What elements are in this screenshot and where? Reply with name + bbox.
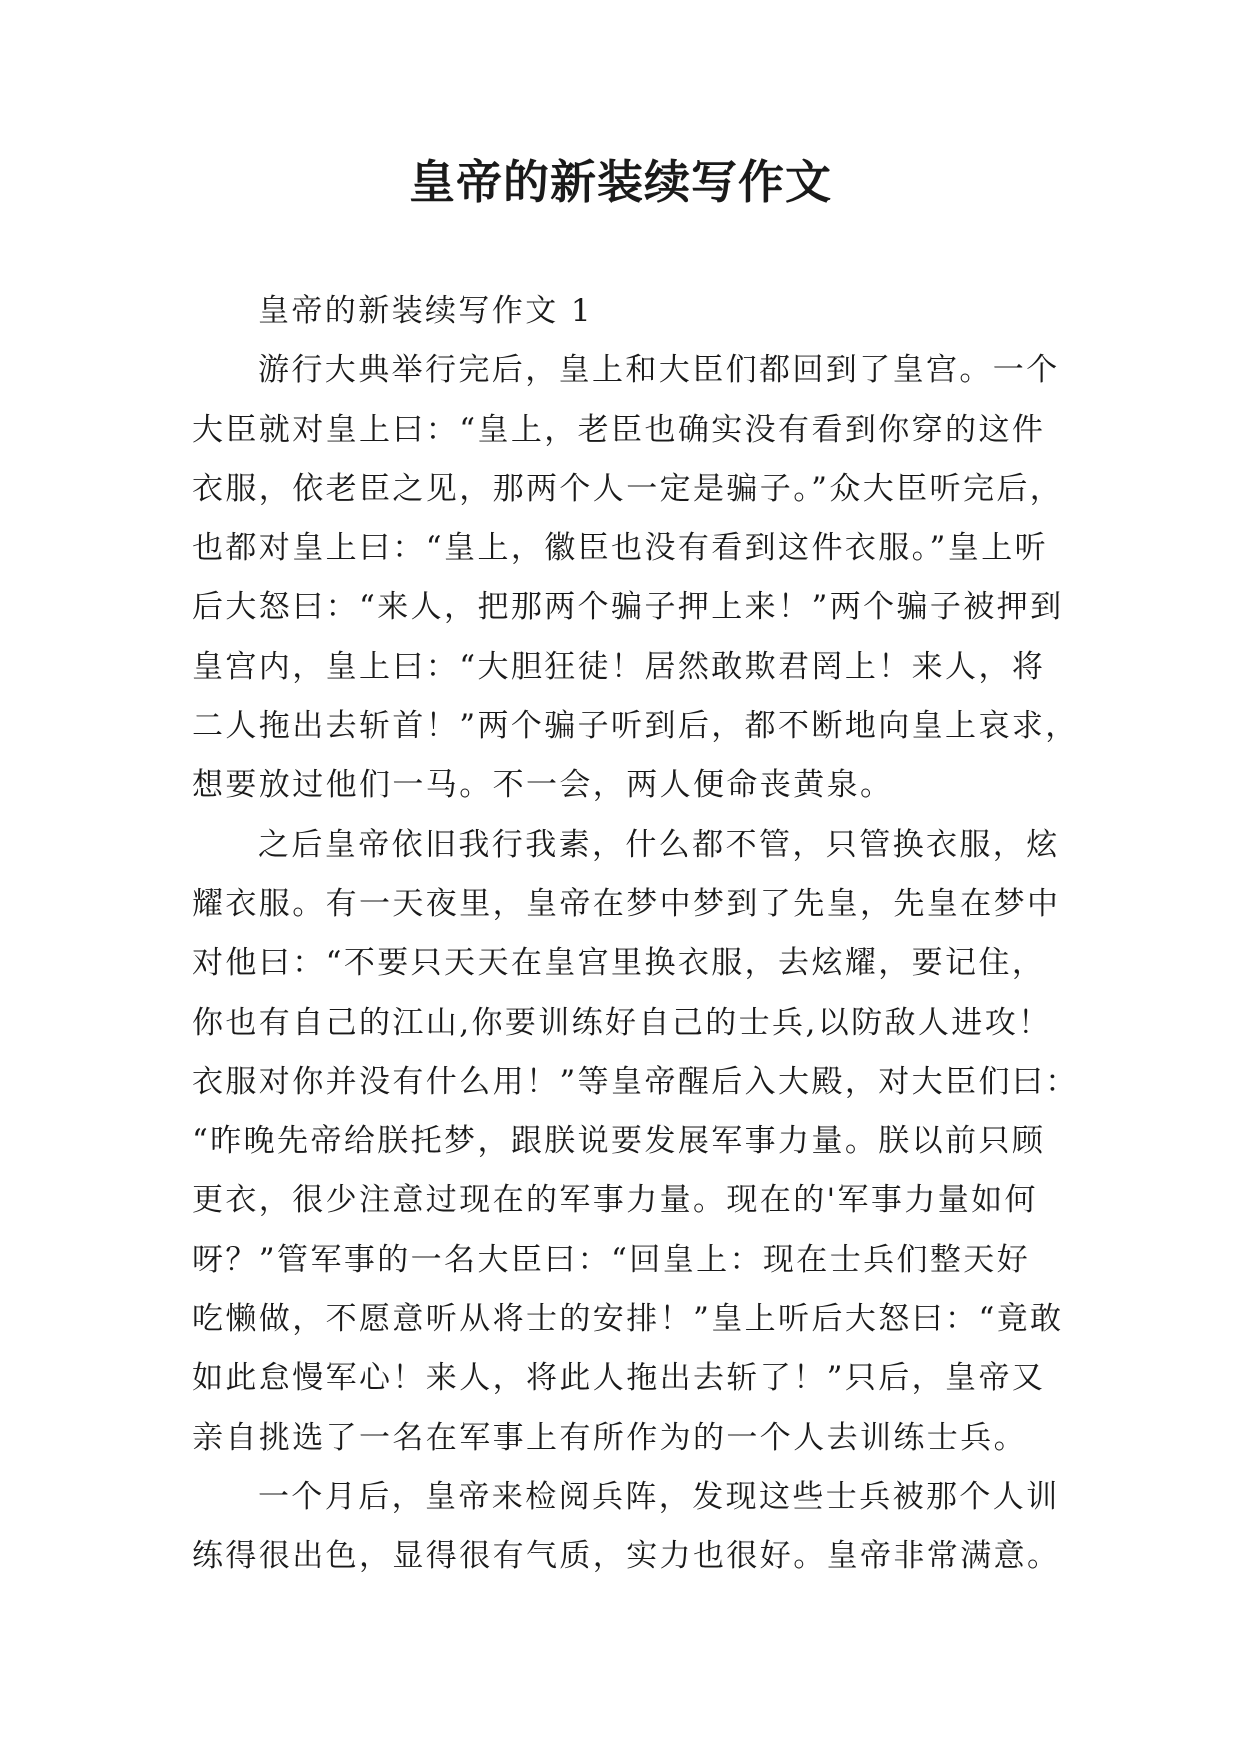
paragraph-line: 更衣，很少注意过现在的军事力量。现在的'军事力量如何 (192, 1182, 1038, 1219)
paragraph-line: “昨晚先帝给朕托梦，跟朕说要发展军事力量。朕以前只顾 (192, 1123, 1046, 1160)
paragraph-line: 皇宫内，皇上曰：“大胆狂徒！居然敢欺君罔上！来人，将 (192, 648, 1046, 685)
paragraph-line: 亲自挑选了一名在军事上有所作为的一个人去训练士兵。 (192, 1419, 1027, 1456)
paragraph-line: 吃懒做，不愿意听从将士的安排！”皇上听后大怒曰：“竟敢 (192, 1301, 1064, 1338)
paragraph-line: 练得很出色，显得很有气质，实力也很好。皇帝非常满意。 (192, 1538, 1061, 1575)
paragraph-line: 一个月后，皇帝来检阅兵阵，发现这些士兵被那个人训 (258, 1478, 1060, 1515)
paragraph-line: 后大怒曰：“来人，把那两个骗子押上来！”两个骗子被押到 (192, 589, 1064, 626)
paragraph-line: 大臣就对皇上曰：“皇上，老臣也确实没有看到你穿的这件 (192, 411, 1046, 448)
document-body (192, 282, 1082, 1587)
paragraph-line: 衣服，依老臣之见，那两个人一定是骗子。”众大臣听完后， (192, 470, 1064, 507)
paragraph-line: 游行大典举行完后，皇上和大臣们都回到了皇宫。一个 (258, 352, 1060, 389)
paragraph-line: 呀？”管军事的一名大臣曰：“回皇上：现在士兵们整天好 (192, 1241, 1031, 1278)
paragraph-line: 你也有自己的江山,你要训练好自己的士兵,以防敌人进攻！ (192, 1004, 1052, 1041)
paragraph-line: 二人拖出去斩首！”两个骗子听到后，都不断地向皇上哀求， (192, 708, 1079, 745)
paragraph-line: 如此怠慢军心！来人，将此人拖出去斩了！”只后，皇帝又 (192, 1360, 1046, 1397)
paragraph-line: 之后皇帝依旧我行我素，什么都不管，只管换衣服，炫 (258, 826, 1060, 863)
paragraph-line: 衣服对你并没有什么用！”等皇帝醒后入大殿，对大臣们曰： (192, 1063, 1079, 1100)
document-title: 皇帝的新装续写作文 (409, 155, 832, 209)
paragraph-line: 想要放过他们一马。不一会，两人便命丧黄泉。 (192, 767, 894, 804)
section-heading: 皇帝的新装续写作文 1 (258, 293, 593, 329)
paragraph-line: 也都对皇上曰：“皇上，徽臣也没有看到这件衣服。”皇上听 (192, 530, 1048, 567)
paragraph-line: 对他曰：“不要只天天在皇宫里换衣服，去炫耀，要记住， (192, 945, 1046, 982)
paragraph-line: 耀衣服。有一天夜里，皇帝在梦中梦到了先皇，先皇在梦中 (192, 885, 1061, 922)
